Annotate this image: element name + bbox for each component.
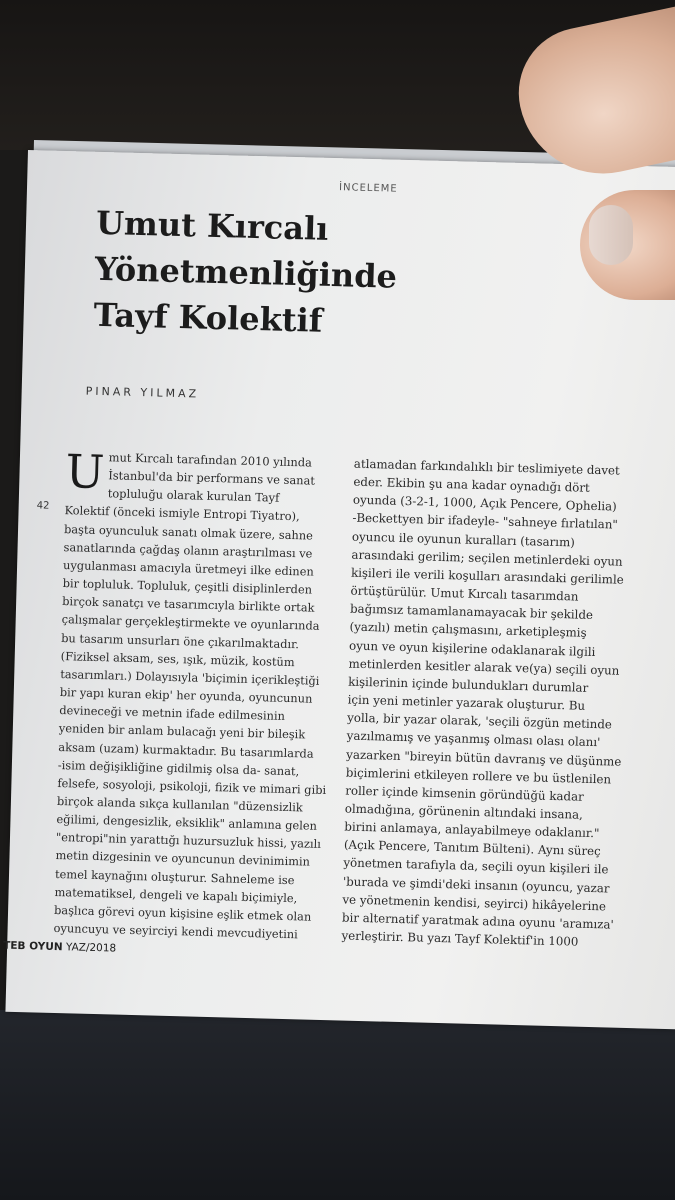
title-line-3: Tayf Kolektif [93, 295, 323, 340]
text-line: birini anlamaya, anlayabilmeye odaklanır." [344, 819, 600, 841]
text-line: bir topluluk. Topluluk, çeşitli disiplinlerden [62, 576, 313, 597]
section-tag: İNCELEME [338, 182, 398, 195]
text-column-left [53, 444, 356, 945]
text-line: atlamadan farkındalıklı bir teslimiyete davet [353, 456, 620, 478]
text-line: roller içinde kimsenin göründüğü kadar [345, 783, 584, 804]
text-line: çalışmalar gerçekleştirmekte ve oyunlarında [61, 612, 320, 634]
fingernail [589, 205, 633, 265]
author-name: PINAR YILMAZ [85, 384, 200, 401]
text-line: İstanbul'da bir performans ve sanat [108, 468, 316, 488]
dark-background-bottom [0, 1010, 675, 1200]
text-column-right [341, 455, 664, 953]
text-line: -Beckettyen bir ifadeyle- "sahneye fırlatılan" [352, 511, 619, 533]
text-line: yeniden bir anlam bulacağı yeni bir bileşik [58, 721, 306, 742]
text-line: topluluğu olarak kurulan Tayf [107, 486, 280, 506]
text-line: temel kaynağını oluşturur. Sahneleme ise [54, 866, 295, 887]
text-line: bu tasarım unsurları öne çıkarılmaktadır. [61, 630, 300, 651]
text-line: bir yapı kuran ekip' her oyunda, oyuncunun [59, 685, 313, 706]
magazine-name: TEB OYUN [3, 939, 63, 954]
text-line: eder. Ekibin şu ana kadar oynadığı dört [353, 474, 590, 495]
text-line: kişileri ile verili koşulları arasındaki gerilimle [350, 565, 624, 587]
text-line: ve yönetmenin kendisi, seyirci) hikâyelerine [342, 892, 607, 914]
text-line: bağımsız tamamlanamayacak bir şekilde [349, 601, 594, 623]
text-line: -isim değişikliğine gidilmiş olsa da- sanat, [57, 757, 300, 778]
text-line: biçimlerini etkileyen rollere ve bu üstlenilen [345, 765, 612, 787]
text-line: (yazılı) metin çalışmasını, arketipleşmiş [349, 619, 587, 641]
page-number: 42 [36, 500, 50, 512]
text-line: 'burada ve şimdi'deki insanın (oyuncu, yazar [342, 874, 610, 896]
text-line: olmadığına, görünenin altındaki insana, [344, 801, 584, 822]
title-line-2: Yönetmenliğinde [94, 249, 398, 296]
text-line: metin dizgesinin ve oyuncunun devinimimin [55, 848, 311, 870]
text-line: oyun ve oyun kişilerine odaklanarak ilgili [348, 638, 596, 659]
text-line: yazılmamış ve yaşanmış olması olası olanı' [346, 728, 601, 750]
text-line: felsefe, sosyoloji, psikoloji, fizik ve mimari gibi [57, 775, 327, 797]
text-line: mut Kırcalı tarafından 2010 yılında [108, 450, 313, 470]
title-line-1: Umut Kırcalı [95, 203, 329, 248]
text-line: yönetmen tarafıyla da, seçili oyun kişileri ile [343, 855, 609, 877]
text-line: birçok alanda sıkça kullanılan "düzensizlik [56, 793, 303, 815]
text-line: arasındaki gerilim; seçilen metinlerdeki oyun [351, 547, 623, 569]
text-line: oyunda (3-2-1, 1000, Açık Pencere, Ophelia) [352, 492, 617, 514]
text-line: oyuncu ile oyunun kuralları (tasarım) [351, 529, 576, 550]
text-line: için yeni metinler yazarak oluşturur. Bu [347, 692, 586, 713]
text-line: sanatlarında çağdaş olanın araştırılması ve [63, 539, 313, 561]
text-line: eğilimi, dengesizlik, eksiklik" anlamına gelen [56, 812, 318, 833]
issue-label: YAZ/2018 [65, 941, 117, 955]
page-footer [3, 940, 116, 955]
text-line: aksam (uzam) kurmaktadır. Bu tasarımlarda [58, 739, 314, 761]
text-line: yolla, bir yazar olarak, 'seçili özgün metinde [347, 710, 613, 732]
text-line: (Açık Pencere, Tanıtım Bülteni). Aynı süreç [343, 837, 601, 859]
text-line: tasarımları.) Dolayısıyla 'biçimin içerikleştiği [60, 666, 320, 688]
text-line: Kolektif (önceki ismiyle Entropi Tiyatro), [64, 503, 300, 524]
text-line: yazarken "bireyin bütün davranış ve düşünme [346, 747, 622, 769]
text-line: (Fiziksel aksam, ses, ışık, müzik, kostüm [60, 648, 295, 669]
text-line: metinlerden kesitler alarak ve(ya) seçili oyun [348, 656, 620, 678]
magazine-page [5, 150, 675, 1029]
text-line: başta oyunculuk sanatı olmak üzere, sahne [63, 521, 314, 543]
text-line: kişilerinin içinde bulundukları durumlar [348, 674, 589, 695]
text-line: başlıca görevi oyun kişisine eşlik etmek olan [53, 902, 312, 924]
text-line: matematiksel, dengeli ve kapalı biçimiyle, [54, 884, 298, 906]
text-line: devineceği ve metnin ifade edilmesinin [59, 703, 286, 724]
text-line: uygulanması amacıyla üretmeyi ilke edinen [62, 558, 314, 579]
drop-cap: U [64, 444, 106, 500]
text-line: örtüştürülür. Umut Kırcalı tasarımdan [350, 583, 579, 604]
text-line: bir alternatif yaratmak adına oyunu 'aramıza' [341, 910, 614, 932]
text-line: oyuncuyu ve seyirciyi kendi mevcudiyetini [53, 921, 298, 942]
text-line: yerleştirir. Bu yazı Tayf Kolektif'in 1000 [341, 928, 579, 949]
text-line: birçok sanatçı ve tasarımcıyla birlikte ortak [62, 594, 315, 615]
article-title [93, 200, 399, 346]
text-line: "entropi"nin yarattığı huzursuzluk hissi, yazılı [55, 830, 322, 852]
